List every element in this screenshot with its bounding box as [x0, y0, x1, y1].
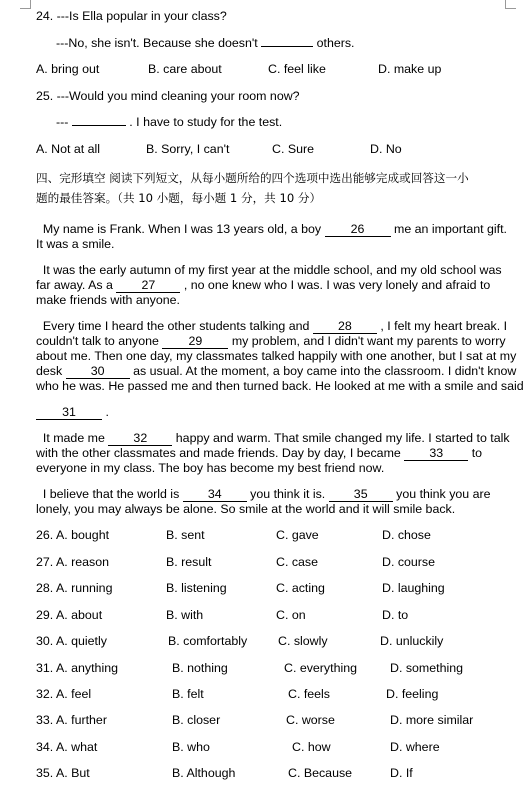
reply-text: ---: [56, 115, 69, 129]
option-32-d: D. feeling: [386, 687, 439, 701]
option-33-b: B. closer: [172, 713, 221, 727]
option-27-d: D. course: [382, 555, 436, 569]
passage-text: who he was. He passed me and then turned back. He looked at me with a smile and said: [36, 379, 524, 393]
option-a: A. Not at all: [36, 142, 101, 156]
blank-34: 34: [183, 488, 247, 502]
passage-text: about me. Then one day, my classmates talked happily with one another, but I sat at my: [36, 349, 517, 363]
passage-paragraph-2: [36, 263, 522, 308]
option-27-c: C. case: [276, 555, 319, 569]
reply-text: others.: [316, 36, 355, 50]
option-26-c: C. gave: [276, 528, 319, 542]
question-24-reply: [56, 35, 355, 51]
question-25-reply: [56, 114, 282, 130]
passage-text: couldn't talk to anyone: [36, 334, 159, 348]
option-31-a: 31. A. anything: [36, 661, 118, 675]
option-d: D. make up: [378, 62, 442, 76]
option-29-d: D. to: [382, 608, 409, 622]
blank-30: 30: [66, 365, 130, 379]
option-27-b: B. result: [166, 555, 212, 569]
reply-text: . I have to study for the test.: [129, 115, 283, 129]
option-c: C. Sure: [272, 142, 315, 156]
passage-paragraph-1: [36, 222, 522, 252]
blank-31: 31: [36, 406, 102, 420]
option-28-a: 28. A. running: [36, 581, 113, 595]
option-28-c: C. acting: [276, 581, 325, 595]
passage-text: lonely, you may always be alone. So smile at the world and it will smile back.: [36, 502, 456, 516]
option-33-a: 33. A. further: [36, 713, 107, 727]
option-33-d: D. more similar: [390, 713, 474, 727]
option-30-b: B. comfortably: [168, 634, 248, 648]
option-26-b: B. sent: [166, 528, 205, 542]
option-30-d: D. unluckily: [380, 634, 444, 648]
option-31-d: D. something: [390, 661, 464, 675]
option-34-b: B. who: [172, 740, 210, 754]
passage-text: I believe that the world is: [42, 487, 180, 501]
passage-paragraph-4: [36, 431, 522, 476]
passage-text: make friends with anyone.: [36, 293, 180, 307]
passage-text: .: [105, 405, 109, 419]
option-30-a: 30. A. quietly: [36, 634, 107, 648]
passage-text: you think it is.: [250, 487, 326, 501]
option-35-d: D. If: [390, 766, 413, 780]
question-24-stem: 24. ---Is Ella popular in your class?: [36, 9, 227, 23]
passage-text: It was a smile.: [36, 237, 115, 251]
blank-26: 26: [325, 223, 391, 237]
option-b: B. care about: [148, 62, 222, 76]
passage-text: with the other classmates and made friends. Day by day, I became: [36, 446, 401, 460]
option-35-a: 35. A. But: [36, 766, 90, 780]
passage-paragraph-3: [36, 319, 522, 394]
passage-text: my problem, and I didn't want my parents to worry: [231, 334, 506, 348]
option-31-b: B. nothing: [172, 661, 228, 675]
passage-text: , no one knew who I was. I was very lonely and afraid to: [183, 278, 491, 292]
option-29-c: C. on: [276, 608, 306, 622]
passage-paragraph-5: [36, 487, 522, 517]
option-28-d: D. laughing: [382, 581, 445, 595]
passage-text: happy and warm. That smile changed my life. I started to talk: [175, 431, 510, 445]
answer-blank: [72, 125, 126, 126]
blank-29: 29: [162, 335, 228, 349]
passage-text: It made me: [42, 431, 105, 445]
blank-35: 35: [329, 488, 393, 502]
passage-text: far away. As a: [36, 278, 113, 292]
passage-text: you think you are: [396, 487, 491, 501]
passage-text: , I felt my heart break. I: [380, 319, 508, 333]
blank-32: 32: [108, 432, 172, 446]
blank-27: 27: [116, 279, 180, 293]
option-28-b: B. listening: [166, 581, 227, 595]
option-32-b: B. felt: [172, 687, 204, 701]
option-26-a: 26. A. bought: [36, 528, 110, 542]
option-33-c: C. worse: [286, 713, 335, 727]
option-c: C. feel like: [268, 62, 326, 76]
corner-mark-top-right: [505, 0, 516, 9]
passage-text: everyone in my class. The boy has become my best friend now.: [36, 461, 385, 475]
passage-paragraph-3-end: [36, 405, 522, 420]
option-34-c: C. how: [292, 740, 331, 754]
passage-text: My name is Frank. When I was 13 years old, a boy: [42, 222, 322, 236]
passage-text: It was the early autumn of my first year at the middle school, and my old school was: [42, 263, 502, 277]
option-34-a: 34. A. what: [36, 740, 98, 754]
option-b: B. Sorry, I can't: [146, 142, 230, 156]
option-34-d: D. where: [390, 740, 440, 754]
answer-blank: [261, 46, 313, 47]
option-31-c: C. everything: [284, 661, 358, 675]
option-29-a: 29. A. about: [36, 608, 103, 622]
option-d: D. No: [370, 142, 402, 156]
option-32-a: 32. A. feel: [36, 687, 92, 701]
blank-33: 33: [404, 447, 468, 461]
option-29-b: B. with: [166, 608, 204, 622]
passage-text: as usual. At the moment, a boy came into the classroom. I didn't know: [133, 364, 517, 378]
blank-28: 28: [313, 320, 377, 334]
passage-text: me an important gift.: [394, 222, 507, 236]
passage-text: desk: [36, 364, 63, 378]
option-35-b: B. Although: [172, 766, 236, 780]
option-a: A. bring out: [36, 62, 100, 76]
option-32-c: C. feels: [288, 687, 331, 701]
passage-text: to: [471, 446, 483, 460]
section-instructions: 题的最佳答案。（共 10 小题，每小题 1 分，共 10 分）: [36, 191, 322, 205]
question-25-stem: 25. ---Would you mind cleaning your room now?: [36, 89, 300, 103]
corner-mark-top-left: [20, 0, 31, 9]
passage-text: Every time I heard the other students talking and: [42, 319, 310, 333]
option-26-d: D. chose: [382, 528, 431, 542]
reply-text: ---No, she isn't. Because she doesn't: [56, 36, 258, 50]
option-30-c: C. slowly: [278, 634, 328, 648]
section-heading: 四、完形填空 阅读下列短文，从每小题所给的四个选项中选出能够完成或回答这一小: [36, 171, 469, 185]
option-27-a: 27. A. reason: [36, 555, 110, 569]
option-35-c: C. Because: [288, 766, 353, 780]
